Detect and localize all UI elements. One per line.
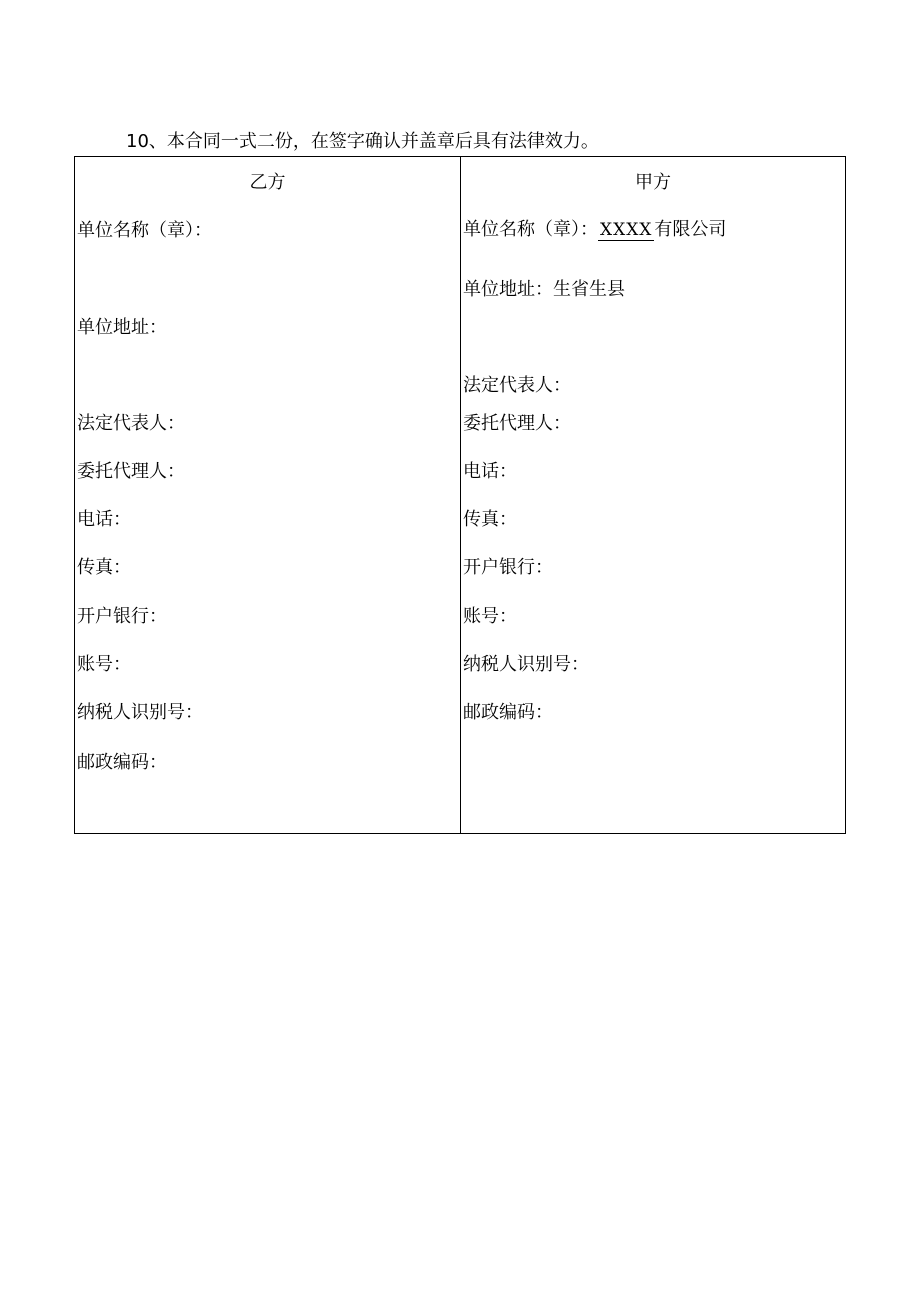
party-a-phone: 电话： <box>463 461 517 482</box>
party-a-unit-name <box>463 219 726 241</box>
party-b-account: 账号： <box>77 654 131 675</box>
party-a-column <box>461 157 845 833</box>
party-a-header: 甲方 <box>635 172 671 193</box>
party-a-unit-name-blank: XXXX <box>600 220 653 240</box>
party-b-postcode: 邮政编码： <box>77 752 167 773</box>
party-b-taxpayer-id: 纳税人识别号： <box>77 702 203 723</box>
party-b-legal-rep: 法定代表人： <box>77 413 185 434</box>
party-b-unit-name: 单位名称（章）： <box>77 220 212 241</box>
party-b-header: 乙方 <box>249 172 286 193</box>
party-a-account: 账号： <box>463 606 517 627</box>
party-a-fax: 传真： <box>463 509 517 530</box>
party-a-postcode: 邮政编码： <box>463 702 553 723</box>
party-b-column <box>75 157 460 833</box>
party-b-bank: 开户银行： <box>77 606 167 627</box>
signature-table <box>74 156 846 834</box>
party-a-unit-name-label: 单位名称（章）： <box>463 219 598 240</box>
party-b-agent: 委托代理人： <box>77 461 185 482</box>
party-b-unit-address: 单位地址： <box>77 317 167 338</box>
party-b-fax: 传真： <box>77 557 131 578</box>
party-b-phone: 电话： <box>77 509 131 530</box>
party-a-legal-rep: 法定代表人： <box>463 375 571 396</box>
party-a-taxpayer-id: 纳税人识别号： <box>463 654 589 675</box>
party-a-unit-name-suffix: 有限公司 <box>654 219 727 240</box>
party-a-unit-address: 单位地址：生省生县 <box>463 279 625 300</box>
party-a-agent: 委托代理人： <box>463 413 571 434</box>
clause-10-text: 10、本合同一式二份，在签字确认并盖章后具有法律效力。 <box>126 131 599 152</box>
party-a-bank: 开户银行： <box>463 557 553 578</box>
